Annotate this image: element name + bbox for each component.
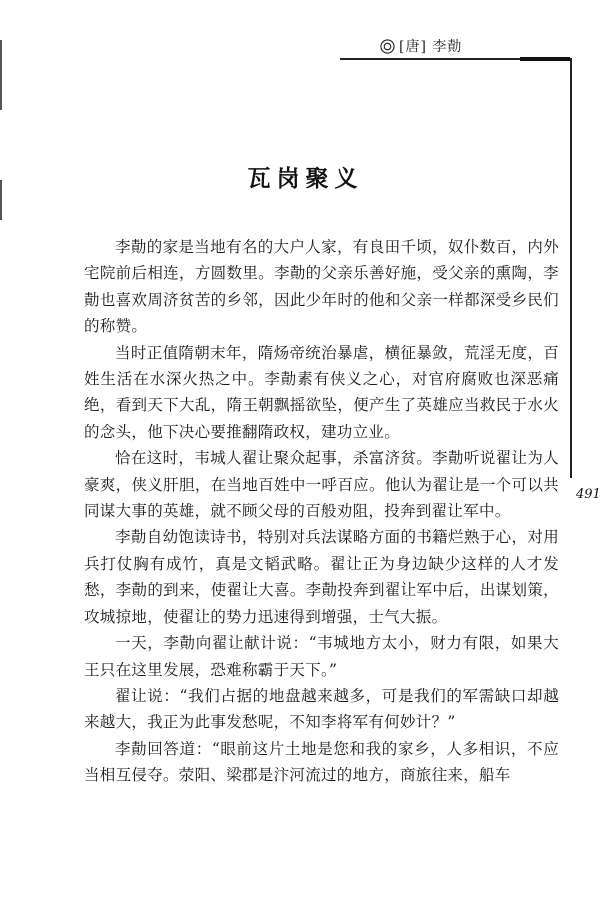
paragraph: 李勣的家是当地有名的大户人家，有良田千顷，奴仆数百，内外宅院前后相连，方圆数里。李勣的父亲乐善好施，受父亲的熏陶，李勣也喜欢周济贫苦的乡邻，因此少年时的他和父亲一样都深受乡民们的称赞。: [84, 238, 559, 336]
page-number: 491: [576, 487, 601, 502]
paragraph: 李勣回答道：“眼前这片土地是您和我的家乡，人多相识，不应当相互侵夺。荥阳、梁郡是汴河流过的地方，商旅往来，船车: [84, 739, 559, 785]
target-circle-icon: [380, 39, 395, 54]
paragraph: 恰在这时，韦城人翟让聚众起事，杀富济贫。李勣听说翟让为人豪爽，侠义肝胆，在当地百姓中一呼百应。他认为翟让是一个可以共同谋大事的英雄，就不顾父母的百般劝阻，投奔到翟让军中。: [84, 449, 559, 521]
chapter-title: 瓦岗聚义: [247, 165, 364, 192]
paragraph: 当时正值隋朝末年，隋炀帝统治暴虐，横征暴敛，荒淫无度，百姓生活在水深火热之中。李勣素有侠义之心，对官府腐败也深恶痛绝，看到天下大乱，隋王朝飘摇欲坠，便产生了英雄应当救民于水火的念头，他下决心要推翻隋政权，建功立业。: [84, 343, 559, 441]
side-rule: [570, 58, 572, 478]
paragraph: 一天，李勣向翟让献计说：“韦城地方太小，财力有限，如果大王只在这里发展，恐难称霸于天下。”: [84, 634, 559, 679]
paragraph: 翟让说：“我们占据的地盘越来越多，可是我们的军需缺口却越来越大，我正为此事发愁呢，不知李将军有何妙计？”: [84, 686, 559, 732]
scan-edge-mark: [0, 40, 2, 110]
header-label: [唐] 李勣: [399, 39, 463, 55]
paragraph: 李勣自幼饱读诗书，特别对兵法谋略方面的书籍烂熟于心，对用兵打仗胸有成竹，真是文韬武略。翟让正为身边缺少这样的人才发愁，李勣的到来，使翟让大喜。李勣投奔到翟让军中后，出谋划策，攻城掠地，使翟让的势力迅速得到增强，士气大振。: [84, 528, 559, 626]
running-header: [380, 36, 462, 56]
body-text: [84, 234, 559, 789]
header-rule-accent: [520, 57, 570, 61]
